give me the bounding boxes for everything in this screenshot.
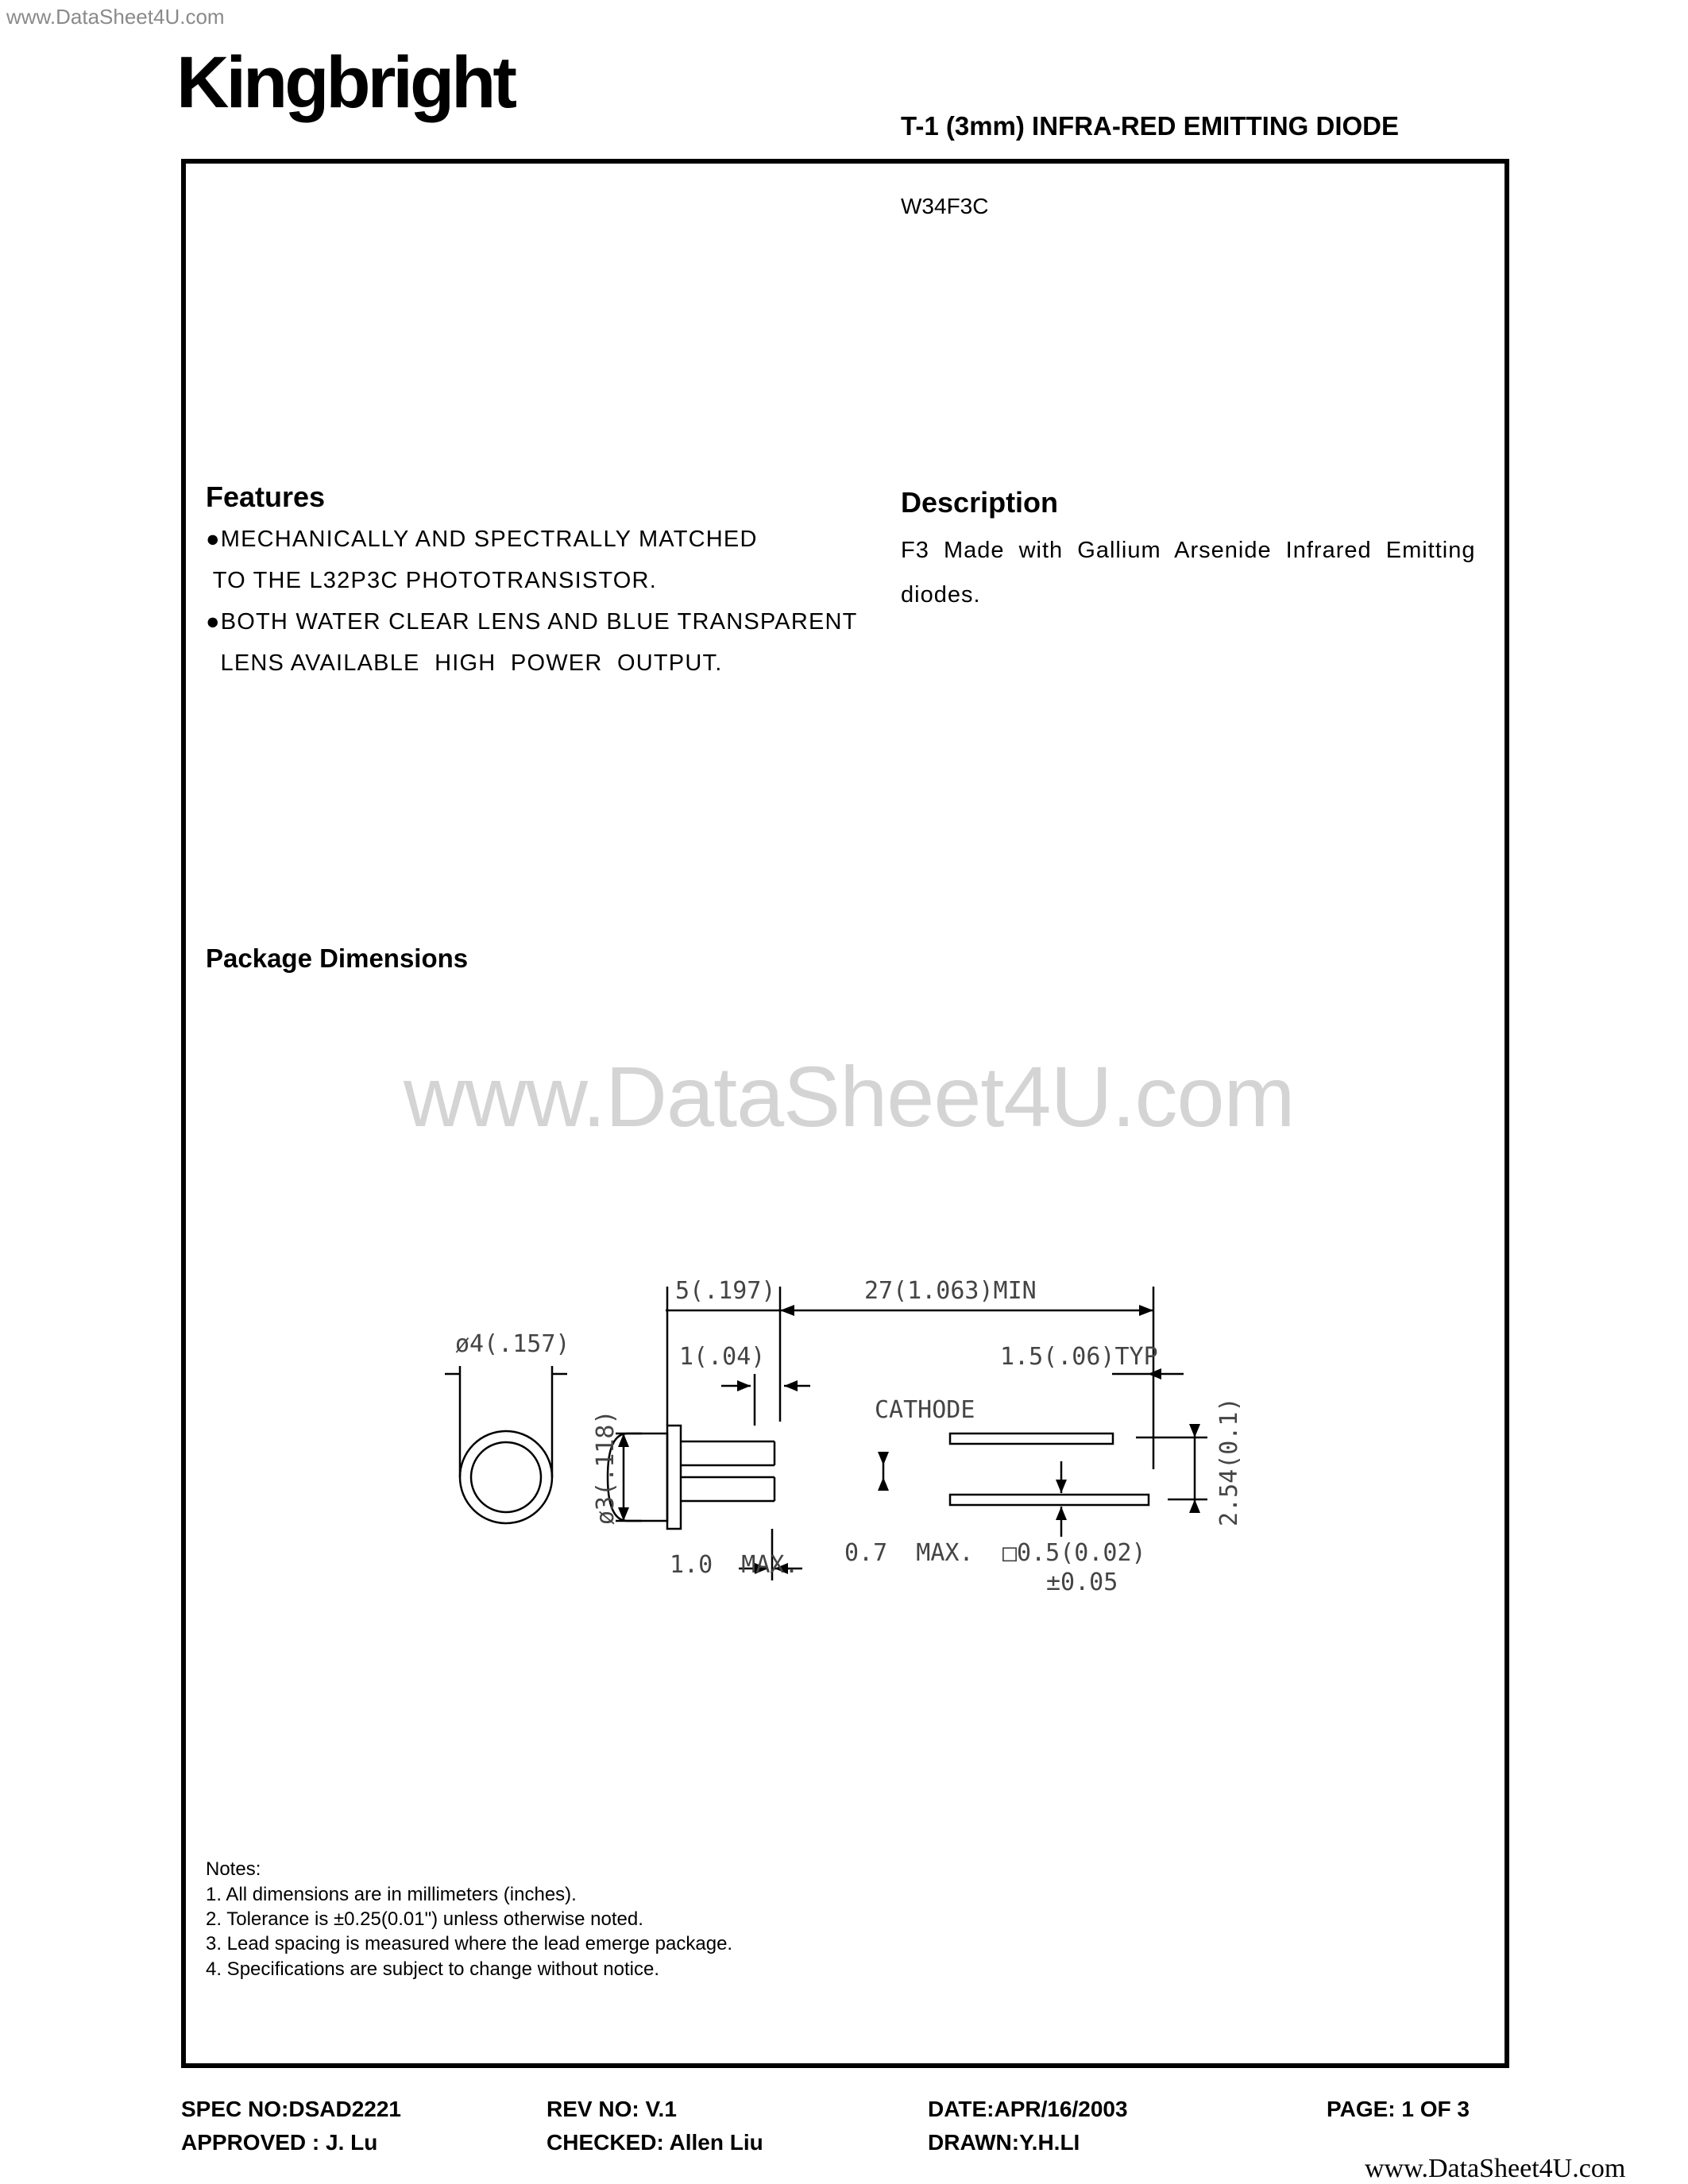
approved-by: APPROVED : J. Lu <box>181 2130 378 2155</box>
anode-lead-end <box>950 1495 1149 1505</box>
document-title: T-1 (3mm) INFRA-RED EMITTING DIODE <box>901 111 1400 141</box>
top-watermark-url: www.DataSheet4U.com <box>6 5 225 29</box>
dim-label-flange-max: 1.0 MAX. <box>670 1551 799 1579</box>
feature-line: ●BOTH WATER CLEAR LENS AND BLUE TRANSPARENT <box>206 609 858 635</box>
part-number: W34F3C <box>901 194 989 218</box>
notes-heading: Notes: <box>206 1858 261 1880</box>
date: DATE:APR/16/2003 <box>928 2097 1128 2121</box>
kingbright-logo: Kingbright <box>176 42 514 123</box>
note-item: 3. Lead spacing is measured where the lead emerge package. <box>206 1933 733 1954</box>
bottom-watermark-url: www.DataSheet4U.com <box>1365 2154 1626 2183</box>
cathode-label: CATHODE <box>875 1396 975 1424</box>
drawn-by: DRAWN:Y.H.LI <box>928 2130 1080 2155</box>
feature-line: TO THE L32P3C PHOTOTRANSISTOR. <box>206 568 657 593</box>
arrowhead <box>1189 1499 1200 1513</box>
cathode-lead-end <box>950 1433 1113 1444</box>
spec-number: SPEC NO:DSAD2221 <box>181 2097 401 2121</box>
dim-label-lead-square-tol: ±0.05 <box>1046 1569 1118 1596</box>
front-view-outer-circle <box>460 1431 552 1523</box>
arrowhead <box>737 1380 751 1391</box>
dim-label-lead-offset: 1.5(.06)TYP <box>1000 1343 1158 1371</box>
arrowhead <box>878 1452 889 1465</box>
arrowhead <box>1056 1507 1067 1520</box>
arrowhead <box>784 1380 798 1391</box>
front-view-inner-circle <box>471 1442 541 1512</box>
description-line: F3 Made with Gallium Arsenide Infrared Emitting <box>901 538 1476 563</box>
arrowhead <box>878 1477 889 1491</box>
checked-by: CHECKED: Allen Liu <box>547 2130 763 2155</box>
description-heading: Description <box>901 486 1059 519</box>
feature-line: ●MECHANICALLY AND SPECTRALLY MATCHED <box>206 527 758 552</box>
note-item: 2. Tolerance is ±0.25(0.01") unless otherwise noted. <box>206 1908 643 1930</box>
arrowhead <box>1056 1480 1067 1493</box>
dim-label-flange: 1(.04) <box>679 1343 766 1371</box>
revision-number: REV NO: V.1 <box>547 2097 677 2121</box>
dim-label-lead-length: 27(1.063)MIN <box>864 1277 1037 1305</box>
arrowhead <box>780 1305 794 1316</box>
description-line: diodes. <box>901 582 981 608</box>
features-heading: Features <box>206 480 326 513</box>
note-item: 1. All dimensions are in millimeters (inches). <box>206 1884 577 1905</box>
note-item: 4. Specifications are subject to change without notice. <box>206 1958 660 1980</box>
dim-label-body-diameter: ø3(.118) <box>592 1410 620 1525</box>
dim-label-body-length: 5(.197) <box>675 1277 776 1305</box>
center-watermark: www.DataSheet4U.com <box>404 1048 1295 1144</box>
arrowhead <box>1189 1424 1200 1437</box>
flange <box>667 1426 681 1529</box>
page-number: PAGE: 1 OF 3 <box>1327 2097 1470 2121</box>
dim-label-lead-square: □0.5(0.02) <box>1002 1539 1146 1567</box>
package-dimensions-heading: Package Dimensions <box>206 943 469 973</box>
dim-label-lead-max: 0.7 MAX. <box>844 1539 974 1567</box>
dim-label-outer-diameter: ø4(.157) <box>455 1330 570 1358</box>
feature-line: LENS AVAILABLE HIGH POWER OUTPUT. <box>206 650 723 676</box>
dim-label-lead-spacing: 2.54(0.1) <box>1215 1397 1243 1526</box>
arrowhead <box>1139 1305 1153 1316</box>
